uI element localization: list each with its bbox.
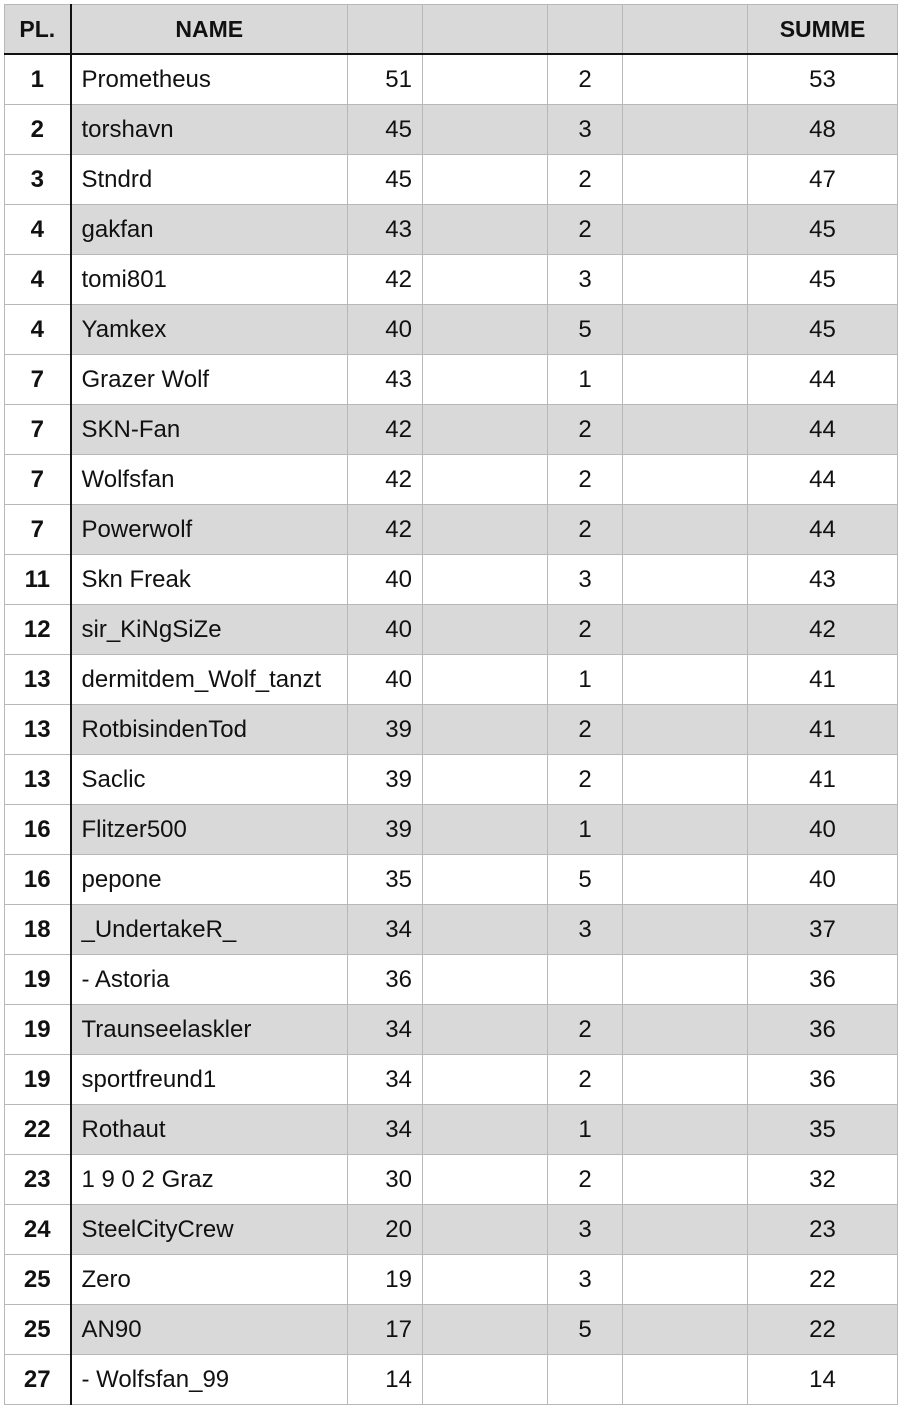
sum-cell: 36 (748, 955, 898, 1005)
table-row (5, 1005, 898, 1055)
table-row (5, 1105, 898, 1155)
header-place: PL. (5, 5, 71, 55)
sum-cell: 23 (748, 1205, 898, 1255)
place-cell: 25 (5, 1305, 71, 1355)
value-b-cell (423, 255, 548, 305)
sum-cell: 14 (748, 1355, 898, 1405)
value-d-cell (623, 205, 748, 255)
name-cell: Powerwolf (71, 505, 348, 555)
name-cell: pepone (71, 855, 348, 905)
name-cell: dermitdem_Wolf_tanzt (71, 655, 348, 705)
table-row (5, 54, 898, 105)
table-row (5, 105, 898, 155)
value-d-cell (623, 1355, 748, 1405)
place-cell: 19 (5, 1055, 71, 1105)
value-c-cell: 3 (548, 255, 623, 305)
table-row (5, 855, 898, 905)
value-c-cell: 5 (548, 855, 623, 905)
place-cell: 13 (5, 655, 71, 705)
value-d-cell (623, 1205, 748, 1255)
name-cell: Saclic (71, 755, 348, 805)
name-cell: Stndrd (71, 155, 348, 205)
value-b-cell (423, 1205, 548, 1255)
value-a-cell: 45 (348, 105, 423, 155)
place-cell: 4 (5, 305, 71, 355)
table-row (5, 705, 898, 755)
table-row (5, 455, 898, 505)
value-d-cell (623, 655, 748, 705)
table-row (5, 1355, 898, 1405)
value-c-cell: 1 (548, 805, 623, 855)
name-cell: Rothaut (71, 1105, 348, 1155)
value-d-cell (623, 455, 748, 505)
value-d-cell (623, 805, 748, 855)
value-a-cell: 34 (348, 1005, 423, 1055)
table-row (5, 1255, 898, 1305)
value-c-cell (548, 955, 623, 1005)
table-row (5, 905, 898, 955)
sum-cell: 22 (748, 1305, 898, 1355)
value-a-cell: 39 (348, 755, 423, 805)
value-b-cell (423, 1255, 548, 1305)
sum-cell: 44 (748, 505, 898, 555)
value-c-cell: 1 (548, 355, 623, 405)
table-row (5, 355, 898, 405)
sum-cell: 41 (748, 655, 898, 705)
name-cell: Yamkex (71, 305, 348, 355)
value-c-cell: 5 (548, 305, 623, 355)
standings-table (4, 4, 898, 1405)
table-row (5, 255, 898, 305)
value-d-cell (623, 155, 748, 205)
value-b-cell (423, 355, 548, 405)
value-d-cell (623, 755, 748, 805)
value-c-cell: 5 (548, 1305, 623, 1355)
value-d-cell (623, 305, 748, 355)
name-cell: Prometheus (71, 54, 348, 105)
header-col-b (423, 5, 548, 55)
value-c-cell: 3 (548, 555, 623, 605)
value-b-cell (423, 905, 548, 955)
sum-cell: 44 (748, 355, 898, 405)
sum-cell: 37 (748, 905, 898, 955)
sum-cell: 44 (748, 455, 898, 505)
value-d-cell (623, 54, 748, 105)
value-d-cell (623, 605, 748, 655)
value-a-cell: 14 (348, 1355, 423, 1405)
value-b-cell (423, 705, 548, 755)
sum-cell: 42 (748, 605, 898, 655)
sum-cell: 40 (748, 855, 898, 905)
value-c-cell: 2 (548, 755, 623, 805)
sum-cell: 41 (748, 705, 898, 755)
name-cell: Flitzer500 (71, 805, 348, 855)
table-row (5, 555, 898, 605)
value-a-cell: 35 (348, 855, 423, 905)
header-row (5, 5, 898, 55)
place-cell: 19 (5, 955, 71, 1005)
value-c-cell: 2 (548, 1055, 623, 1105)
value-a-cell: 20 (348, 1205, 423, 1255)
place-cell: 13 (5, 705, 71, 755)
value-a-cell: 19 (348, 1255, 423, 1305)
place-cell: 27 (5, 1355, 71, 1405)
value-a-cell: 30 (348, 1155, 423, 1205)
table-row (5, 305, 898, 355)
value-b-cell (423, 305, 548, 355)
value-d-cell (623, 1155, 748, 1205)
place-cell: 7 (5, 505, 71, 555)
table-row (5, 1055, 898, 1105)
place-cell: 22 (5, 1105, 71, 1155)
place-cell: 13 (5, 755, 71, 805)
sum-cell: 53 (748, 54, 898, 105)
value-a-cell: 40 (348, 655, 423, 705)
header-name: NAME (71, 5, 348, 55)
table-body (5, 54, 898, 1405)
value-b-cell (423, 1355, 548, 1405)
value-b-cell (423, 455, 548, 505)
value-d-cell (623, 905, 748, 955)
value-a-cell: 42 (348, 405, 423, 455)
value-d-cell (623, 355, 748, 405)
name-cell: Traunseelaskler (71, 1005, 348, 1055)
header-col-c (548, 5, 623, 55)
name-cell: tomi801 (71, 255, 348, 305)
value-c-cell: 2 (548, 405, 623, 455)
value-d-cell (623, 705, 748, 755)
value-a-cell: 42 (348, 455, 423, 505)
name-cell: gakfan (71, 205, 348, 255)
sum-cell: 40 (748, 805, 898, 855)
value-d-cell (623, 255, 748, 305)
value-c-cell: 2 (548, 54, 623, 105)
name-cell: SKN-Fan (71, 405, 348, 455)
place-cell: 18 (5, 905, 71, 955)
place-cell: 23 (5, 1155, 71, 1205)
table-row (5, 155, 898, 205)
value-c-cell: 2 (548, 605, 623, 655)
sum-cell: 45 (748, 305, 898, 355)
value-a-cell: 51 (348, 54, 423, 105)
value-d-cell (623, 555, 748, 605)
value-a-cell: 43 (348, 205, 423, 255)
name-cell: Grazer Wolf (71, 355, 348, 405)
value-d-cell (623, 1105, 748, 1155)
name-cell: sportfreund1 (71, 1055, 348, 1105)
value-a-cell: 40 (348, 555, 423, 605)
value-c-cell: 2 (548, 1005, 623, 1055)
value-b-cell (423, 54, 548, 105)
value-c-cell: 2 (548, 505, 623, 555)
value-c-cell: 2 (548, 155, 623, 205)
place-cell: 12 (5, 605, 71, 655)
value-a-cell: 42 (348, 255, 423, 305)
place-cell: 7 (5, 455, 71, 505)
value-d-cell (623, 1255, 748, 1305)
table-header (5, 5, 898, 55)
value-a-cell: 43 (348, 355, 423, 405)
value-c-cell: 3 (548, 105, 623, 155)
value-a-cell: 34 (348, 1055, 423, 1105)
sum-cell: 36 (748, 1005, 898, 1055)
value-c-cell: 1 (548, 1105, 623, 1155)
value-d-cell (623, 1305, 748, 1355)
value-c-cell: 2 (548, 205, 623, 255)
value-b-cell (423, 1155, 548, 1205)
value-d-cell (623, 405, 748, 455)
value-b-cell (423, 1305, 548, 1355)
value-c-cell: 3 (548, 905, 623, 955)
value-a-cell: 39 (348, 805, 423, 855)
value-a-cell: 34 (348, 905, 423, 955)
value-b-cell (423, 755, 548, 805)
value-c-cell: 2 (548, 455, 623, 505)
value-b-cell (423, 1105, 548, 1155)
table-row (5, 1155, 898, 1205)
value-b-cell (423, 205, 548, 255)
table-row (5, 405, 898, 455)
place-cell: 1 (5, 54, 71, 105)
table-row (5, 805, 898, 855)
value-a-cell: 40 (348, 305, 423, 355)
value-b-cell (423, 1005, 548, 1055)
sum-cell: 32 (748, 1155, 898, 1205)
name-cell: Zero (71, 1255, 348, 1305)
header-col-a (348, 5, 423, 55)
value-b-cell (423, 405, 548, 455)
value-b-cell (423, 955, 548, 1005)
place-cell: 24 (5, 1205, 71, 1255)
name-cell: - Wolfsfan_99 (71, 1355, 348, 1405)
name-cell: Skn Freak (71, 555, 348, 605)
name-cell: sir_KiNgSiZe (71, 605, 348, 655)
header-sum: SUMME (748, 5, 898, 55)
value-d-cell (623, 505, 748, 555)
value-b-cell (423, 655, 548, 705)
table-row (5, 655, 898, 705)
value-b-cell (423, 1055, 548, 1105)
place-cell: 11 (5, 555, 71, 605)
header-col-d (623, 5, 748, 55)
value-b-cell (423, 805, 548, 855)
name-cell: _UndertakeR_ (71, 905, 348, 955)
value-c-cell: 3 (548, 1205, 623, 1255)
name-cell: 1 9 0 2 Graz (71, 1155, 348, 1205)
sum-cell: 43 (748, 555, 898, 605)
value-c-cell: 1 (548, 655, 623, 705)
table-row (5, 1305, 898, 1355)
name-cell: SteelCityCrew (71, 1205, 348, 1255)
name-cell: - Astoria (71, 955, 348, 1005)
sum-cell: 45 (748, 205, 898, 255)
sum-cell: 35 (748, 1105, 898, 1155)
value-b-cell (423, 505, 548, 555)
table-row (5, 205, 898, 255)
name-cell: AN90 (71, 1305, 348, 1355)
sum-cell: 45 (748, 255, 898, 305)
value-a-cell: 42 (348, 505, 423, 555)
place-cell: 19 (5, 1005, 71, 1055)
sum-cell: 36 (748, 1055, 898, 1105)
sum-cell: 22 (748, 1255, 898, 1305)
value-b-cell (423, 155, 548, 205)
place-cell: 4 (5, 205, 71, 255)
table-row (5, 505, 898, 555)
sum-cell: 44 (748, 405, 898, 455)
name-cell: torshavn (71, 105, 348, 155)
value-d-cell (623, 105, 748, 155)
place-cell: 7 (5, 355, 71, 405)
place-cell: 16 (5, 855, 71, 905)
table-row (5, 755, 898, 805)
value-d-cell (623, 1055, 748, 1105)
value-d-cell (623, 855, 748, 905)
value-b-cell (423, 605, 548, 655)
value-a-cell: 34 (348, 1105, 423, 1155)
value-a-cell: 17 (348, 1305, 423, 1355)
value-a-cell: 45 (348, 155, 423, 205)
sum-cell: 41 (748, 755, 898, 805)
value-d-cell (623, 1005, 748, 1055)
table-row (5, 605, 898, 655)
name-cell: Wolfsfan (71, 455, 348, 505)
value-c-cell: 3 (548, 1255, 623, 1305)
name-cell: RotbisindenTod (71, 705, 348, 755)
place-cell: 2 (5, 105, 71, 155)
value-c-cell: 2 (548, 705, 623, 755)
sum-cell: 47 (748, 155, 898, 205)
place-cell: 3 (5, 155, 71, 205)
table-row (5, 955, 898, 1005)
table-row (5, 1205, 898, 1255)
place-cell: 7 (5, 405, 71, 455)
value-c-cell: 2 (548, 1155, 623, 1205)
place-cell: 4 (5, 255, 71, 305)
value-a-cell: 39 (348, 705, 423, 755)
place-cell: 16 (5, 805, 71, 855)
value-b-cell (423, 555, 548, 605)
value-a-cell: 36 (348, 955, 423, 1005)
value-c-cell (548, 1355, 623, 1405)
value-b-cell (423, 855, 548, 905)
place-cell: 25 (5, 1255, 71, 1305)
value-a-cell: 40 (348, 605, 423, 655)
value-b-cell (423, 105, 548, 155)
sum-cell: 48 (748, 105, 898, 155)
value-d-cell (623, 955, 748, 1005)
